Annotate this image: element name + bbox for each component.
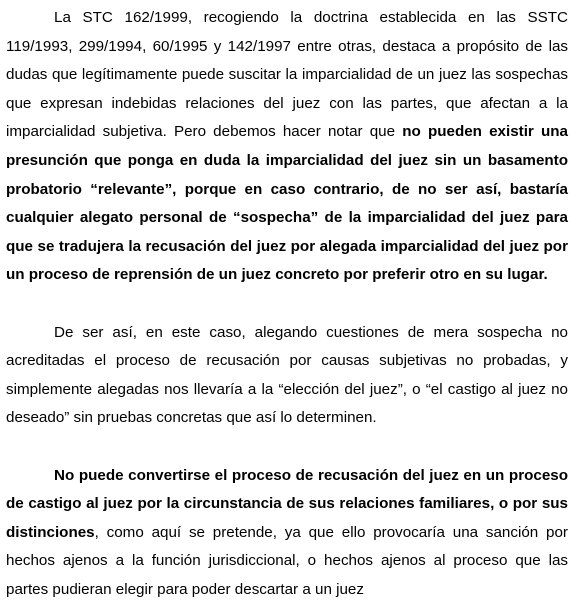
paragraph-recusal-punishment bbox=[6, 462, 568, 605]
paragraph-suspicion bbox=[6, 319, 568, 433]
paragraph-text-run: , como aquí se pretende, ya que ello provocaría una sanción por hechos ajenos a la función jurisdiccional, o hechos ajenos al proceso que las partes pudieran elegir para poder descartar a un juez bbox=[6, 523, 568, 598]
document-body bbox=[6, 4, 568, 604]
paragraph-bold-run: no pueden existir una presunción que ponga en duda la imparcialidad del juez sin un basamento probatorio “relevante”, porque en caso contrario, de no ser así, bastaría cualquier alegato personal de “sospecha” de la imparcialidad del juez para que se tradujera la recusación del juez por alegada imparcialidad del juez por un proceso de reprensión de un juez concreto por preferir otro en su lugar. bbox=[6, 123, 568, 284]
paragraph-spacer bbox=[6, 290, 568, 319]
paragraph-stc-doctrine bbox=[6, 4, 568, 290]
paragraph-bold-run: No puede convertirse el proceso de recusación del juez en un proceso de castigo al juez por la circunstancia de sus relaciones familiares, o por sus distinciones bbox=[6, 466, 568, 541]
paragraph-text-run: La STC 162/1999, recogiendo la doctrina establecida en las SSTC 119/1993, 299/1994, 60/1995 y 142/1997 entre otras, destaca a propósito de las dudas que legítimamente puede suscitar la imparcialidad de un juez las sospechas que expresan indebidas relaciones del juez con las partes, que afectan a la imparcialidad subjetiva. Pero debemos hacer notar que bbox=[6, 9, 568, 141]
paragraph-spacer bbox=[6, 433, 568, 462]
paragraph-text-run: De ser así, en este caso, alegando cuestiones de mera sospecha no acreditadas el proceso de recusación por causas subjetivas no probadas, y simplemente alegadas nos llevaría a la “elección del juez”, o “el castigo al juez no deseado” sin pruebas concretas que así lo determinen. bbox=[6, 323, 568, 427]
